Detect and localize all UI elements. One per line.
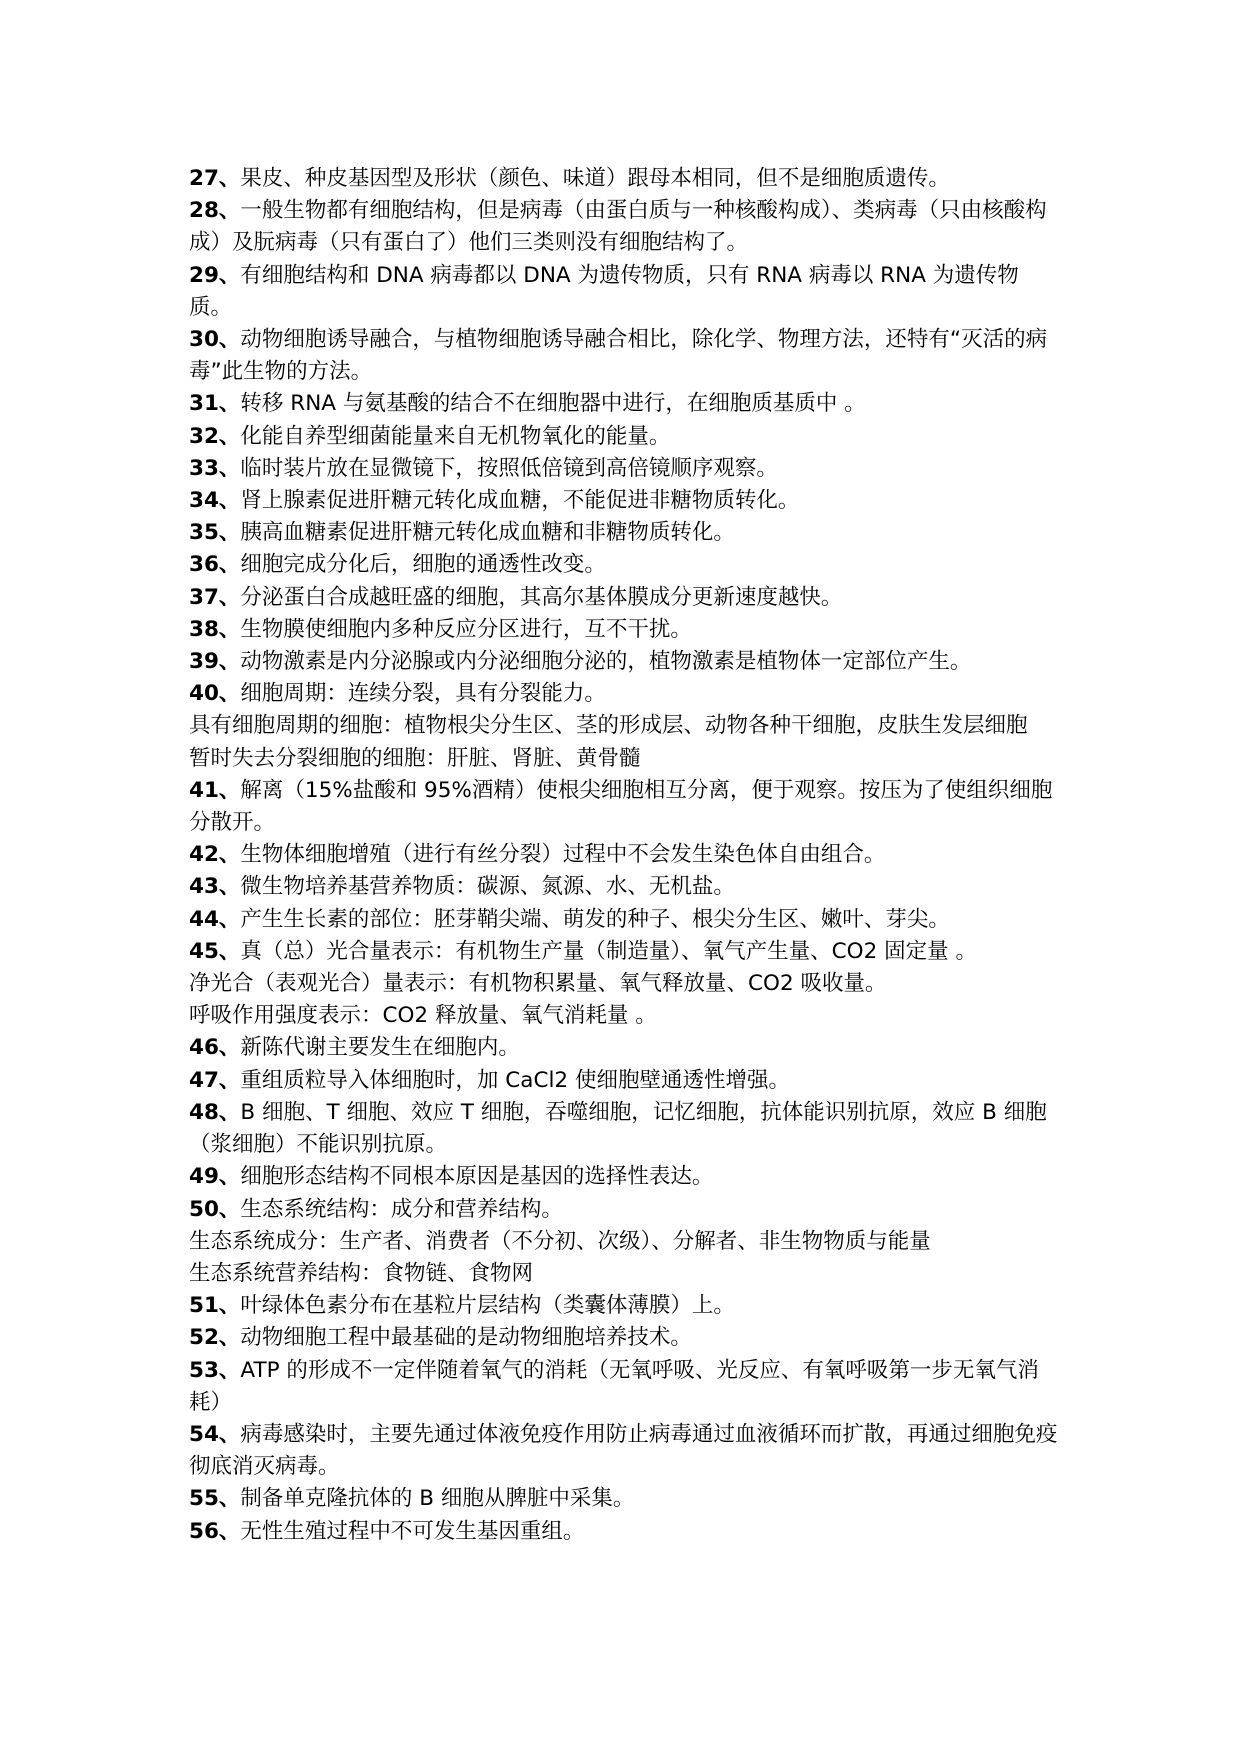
item-text: 分泌蛋白合成越旺盛的细胞，其高尔基体膜成分更新速度越快。: [240, 584, 843, 610]
document-paragraph: [189, 163, 1059, 195]
document-paragraph: [189, 1516, 1059, 1548]
document-paragraph: [189, 260, 1059, 324]
item-text: 临时装片放在显微镜下，按照低倍镜到高倍镜顺序观察。: [240, 455, 778, 481]
document-paragraph: [189, 1161, 1059, 1193]
item-number: 35、: [189, 520, 241, 546]
item-number: 33、: [189, 455, 241, 481]
document-paragraph: [189, 743, 1059, 775]
item-text: B 细胞、T 细胞、效应 T 细胞，吞噬细胞，记忆细胞，抗体能识别抗原，效应 B 细胞（浆细胞）不能识别抗原。: [189, 1099, 1047, 1158]
item-number: 41、: [189, 777, 241, 803]
document-paragraph: [189, 904, 1059, 936]
item-number: 38、: [189, 616, 241, 642]
item-number: 37、: [189, 584, 241, 610]
item-number: 47、: [189, 1067, 241, 1093]
item-text: 微生物培养基营养物质：碳源、氮源、水、无机盐。: [240, 874, 735, 900]
item-number: 52、: [189, 1325, 241, 1351]
document-paragraph: [189, 775, 1059, 839]
item-number: 36、: [189, 552, 241, 578]
document-paragraph: [189, 1290, 1059, 1322]
document-paragraph: [189, 1419, 1059, 1483]
document-paragraph: [189, 646, 1059, 678]
item-text: 净光合（表观光合）量表示：有机物积累量、氧气释放量、CO2 吸收量。: [189, 971, 887, 997]
document-paragraph: [189, 871, 1059, 903]
item-text: 动物激素是内分泌腺或内分泌细胞分泌的，植物激素是植物体一定部位产生。: [240, 649, 972, 675]
item-number: 51、: [189, 1293, 241, 1319]
item-number: 46、: [189, 1035, 241, 1061]
item-text: 动物细胞工程中最基础的是动物细胞培养技术。: [240, 1325, 692, 1351]
item-number: 48、: [189, 1099, 241, 1125]
item-text: 暂时失去分裂细胞的细胞：肝脏、肾脏、黄骨髓: [189, 745, 641, 771]
item-text: 呼吸作用强度表示：CO2 释放量、氧气消耗量 。: [189, 1003, 657, 1029]
item-number: 53、: [189, 1357, 241, 1383]
item-number: 56、: [189, 1518, 241, 1544]
document-paragraph: [189, 388, 1059, 420]
document-paragraph: [189, 1355, 1059, 1419]
item-number: 55、: [189, 1486, 241, 1512]
item-number: 43、: [189, 874, 241, 900]
item-text: 解离（15%盐酸和 95%酒精）使根尖细胞相互分离，便于观察。按压为了使组织细胞分散开。: [189, 777, 1053, 836]
document-paragraph: [189, 710, 1059, 742]
document-paragraph: [189, 1032, 1059, 1064]
item-text: 果皮、种皮基因型及形状（颜色、味道）跟母本相同，但不是细胞质遗传。: [240, 166, 950, 191]
item-text: 肾上腺素促进肝糖元转化成血糖，不能促进非糖物质转化。: [240, 488, 800, 514]
item-number: 49、: [189, 1164, 241, 1190]
item-number: 31、: [189, 391, 241, 417]
document-paragraph: [189, 1065, 1059, 1097]
item-number: 30、: [189, 327, 241, 353]
item-text: 真（总）光合量表示：有机物生产量（制造量）、氧气产生量、CO2 固定量 。: [240, 938, 977, 964]
document-paragraph: [189, 839, 1059, 871]
item-text: 叶绿体色素分布在基粒片层结构（类囊体薄膜）上。: [240, 1293, 735, 1319]
document-paragraph: [189, 421, 1059, 453]
document-paragraph: [189, 678, 1059, 710]
item-text: 具有细胞周期的细胞：植物根尖分生区、茎的形成层、动物各种干细胞，皮肤生发层细胞: [189, 713, 1028, 739]
document-paragraph: [189, 582, 1059, 614]
item-number: 45、: [189, 938, 241, 964]
item-text: 生态系统结构：成分和营养结构。: [240, 1196, 563, 1222]
document-paragraph: [189, 1000, 1059, 1032]
item-number: 28、: [189, 198, 241, 224]
document-paragraph: [189, 936, 1059, 968]
item-text: 胰高血糖素促进肝糖元转化成血糖和非糖物质转化。: [240, 520, 735, 546]
document-paragraph: [189, 1194, 1059, 1226]
document-paragraph: [189, 614, 1059, 646]
document-paragraph: [189, 1322, 1059, 1354]
item-number: 39、: [189, 649, 241, 675]
item-number: 50、: [189, 1196, 241, 1222]
item-text: 产生生长素的部位：胚芽鞘尖端、萌发的种子、根尖分生区、嫩叶、芽尖。: [240, 906, 950, 932]
item-text: 细胞完成分化后，细胞的通透性改变。: [240, 552, 606, 578]
item-text: 动物细胞诱导融合，与植物细胞诱导融合相比，除化学、物理方法，还特有“灭活的病毒”此生物的方法。: [189, 327, 1048, 385]
item-text: 生态系统成分：生产者、消费者（不分初、次级）、分解者、非生物物质与能量: [189, 1228, 931, 1254]
item-text: 有细胞结构和 DNA 病毒都以 DNA 为遗传物质，只有 RNA 病毒以 RNA 为遗传物质。: [189, 262, 1019, 320]
item-number: 32、: [189, 423, 241, 449]
document-paragraph: [189, 549, 1059, 581]
document-page: [189, 163, 1059, 1548]
item-text: 生态系统营养结构：食物链、食物网: [189, 1260, 534, 1286]
item-number: 40、: [189, 681, 241, 707]
document-paragraph: [189, 517, 1059, 549]
document-paragraph: [189, 968, 1059, 1000]
document-paragraph: [189, 1483, 1059, 1515]
document-paragraph: [189, 453, 1059, 485]
item-text: 重组质粒导入体细胞时，加 CaCl2 使细胞壁通透性增强。: [240, 1067, 790, 1093]
item-text: 一般生物都有细胞结构，但是病毒（由蛋白质与一种核酸构成）、类病毒（只由核酸构成）及朊病毒（只有蛋白了）他们三类则没有细胞结构了。: [189, 198, 1047, 256]
item-number: 34、: [189, 488, 241, 514]
item-number: 29、: [189, 262, 241, 288]
document-paragraph: [189, 1226, 1059, 1258]
item-number: 54、: [189, 1421, 241, 1447]
item-number: 42、: [189, 842, 241, 868]
item-number: 44、: [189, 906, 241, 932]
document-paragraph: [189, 195, 1059, 259]
item-text: 生物体细胞增殖（进行有丝分裂）过程中不会发生染色体自由组合。: [240, 842, 886, 868]
item-text: ATP 的形成不一定伴随着氧气的消耗（无氧呼吸、光反应、有氧呼吸第一步无氧气消耗）: [189, 1357, 1039, 1415]
item-number: 27、: [189, 166, 241, 191]
item-text: 制备单克隆抗体的 B 细胞从脾脏中采集。: [240, 1486, 635, 1512]
document-paragraph: [189, 1097, 1059, 1161]
item-text: 生物膜使细胞内多种反应分区进行，互不干扰。: [240, 616, 692, 642]
item-text: 化能自养型细菌能量来自无机物氧化的能量。: [240, 423, 671, 449]
item-text: 细胞形态结构不同根本原因是基因的选择性表达。: [240, 1164, 714, 1190]
item-text: 病毒感染时，主要先通过体液免疫作用防止病毒通过血液循环而扩散，再通过细胞免疫彻底消灭病毒。: [189, 1421, 1058, 1480]
document-paragraph: [189, 485, 1059, 517]
item-text: 新陈代谢主要发生在细胞内。: [240, 1035, 520, 1061]
item-text: 转移 RNA 与氨基酸的结合不在细胞器中进行，在细胞质基质中 。: [240, 391, 866, 417]
item-text: 无性生殖过程中不可发生基因重组。: [240, 1518, 585, 1544]
document-paragraph: [189, 324, 1059, 388]
document-paragraph: [189, 1258, 1059, 1290]
item-text: 细胞周期：连续分裂，具有分裂能力。: [240, 681, 606, 707]
